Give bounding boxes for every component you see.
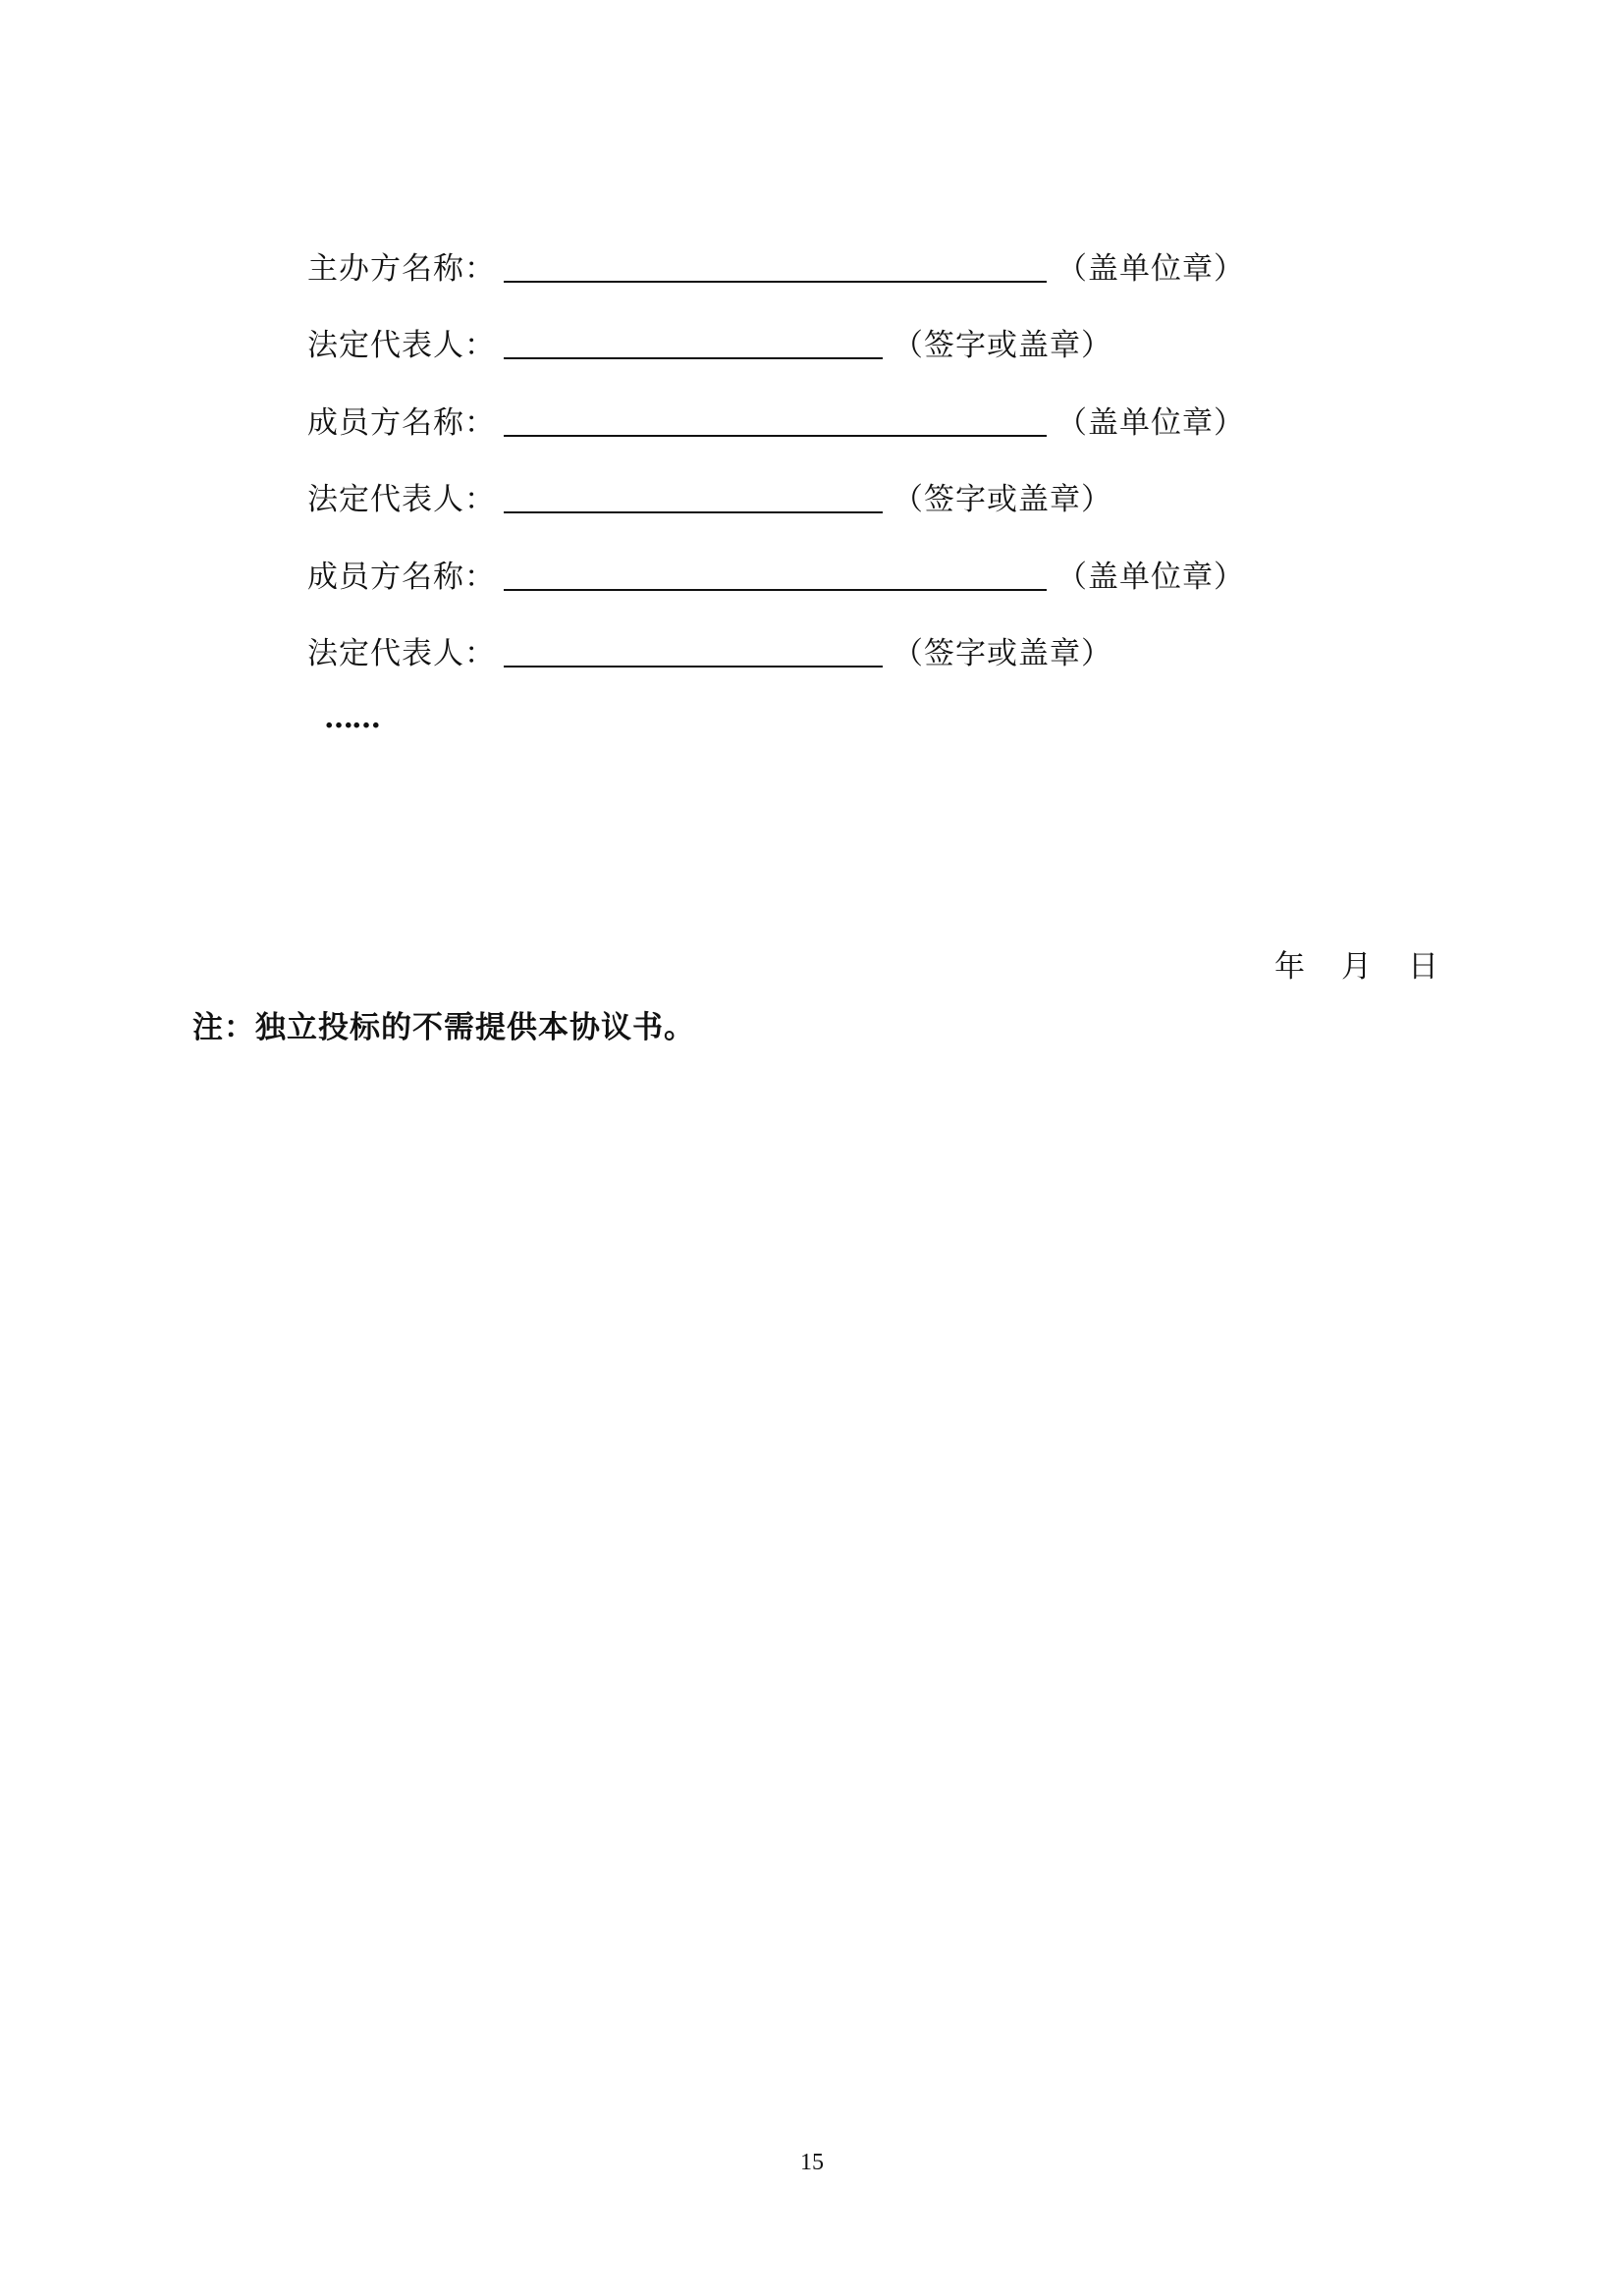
member1-name-label: 成员方名称： xyxy=(307,405,496,441)
continuation-ellipsis: …… xyxy=(324,701,379,735)
host-legal-rep-blank-line xyxy=(504,357,883,359)
member2-legal-rep-label: 法定代表人： xyxy=(307,636,496,671)
member2-name-blank-line xyxy=(504,589,1047,591)
member2-legal-rep-row xyxy=(307,632,1112,675)
date-month-label: 月 xyxy=(1341,949,1372,985)
member2-name-row xyxy=(307,556,1245,599)
member2-name-label: 成员方名称： xyxy=(307,560,496,595)
host-legal-rep-label: 法定代表人： xyxy=(307,328,496,363)
date-year-label: 年 xyxy=(1274,949,1305,985)
member1-legal-rep-row xyxy=(307,478,1112,521)
member1-legal-rep-label: 法定代表人： xyxy=(307,482,496,517)
date-line xyxy=(1274,945,1438,988)
host-seal-note: （盖单位章） xyxy=(1056,251,1245,287)
member1-name-row xyxy=(307,401,1245,445)
date-day-label: 日 xyxy=(1408,949,1438,985)
member1-name-blank-line xyxy=(504,435,1047,437)
host-legal-rep-row xyxy=(307,324,1112,367)
page-number: 15 xyxy=(800,2150,824,2175)
member2-legal-rep-sign-note: （签字或盖章） xyxy=(893,636,1112,671)
member1-legal-rep-sign-note: （签字或盖章） xyxy=(893,482,1112,517)
member1-seal-note: （盖单位章） xyxy=(1056,405,1245,441)
member2-seal-note: （盖单位章） xyxy=(1056,560,1245,595)
member1-legal-rep-blank-line xyxy=(504,511,883,513)
host-legal-rep-sign-note: （签字或盖章） xyxy=(893,328,1112,363)
member2-legal-rep-blank-line xyxy=(504,666,883,667)
host-name-row xyxy=(307,247,1245,291)
host-name-blank-line xyxy=(504,281,1047,283)
host-name-label: 主办方名称： xyxy=(307,251,496,287)
footnote: 注：独立投标的不需提供本协议书。 xyxy=(192,1010,695,1045)
